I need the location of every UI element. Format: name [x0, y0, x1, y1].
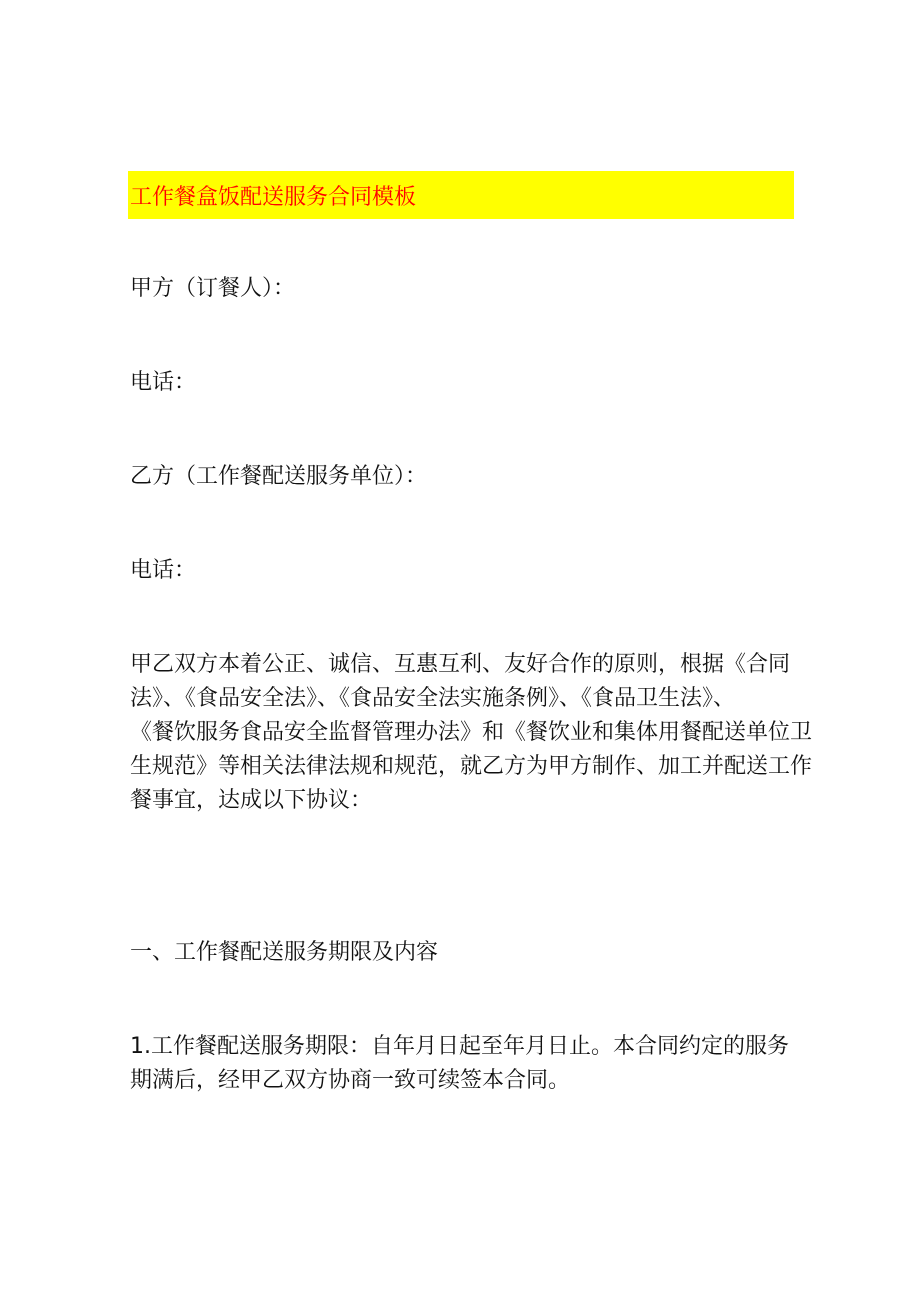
clause-1-line: 期满后，经甲乙双方协商一致可续签本合同。 — [130, 1068, 571, 1093]
party-a-phone-label: 电话： — [130, 370, 197, 395]
document-title-highlight — [128, 171, 794, 219]
preamble-line: 餐事宜，达成以下协议： — [130, 788, 373, 813]
document-title: 工作餐盒饭配送服务合同模板 — [130, 184, 417, 210]
preamble-line: 《餐饮服务食品安全监督管理办法》和《餐饮业和集体用餐配送单位卫 — [130, 720, 813, 745]
clause-1-line: 1.工作餐配送服务期限：自年月日起至年月日止。本合同约定的服务 — [130, 1034, 789, 1059]
party-a-label: 甲方（订餐人）： — [130, 276, 296, 301]
preamble-line: 法》、《食品安全法》、《食品安全法实施条例》、《食品卫生法》、 — [130, 686, 736, 711]
party-b-label: 乙方（工作餐配送服务单位）： — [130, 464, 428, 489]
preamble-line: 生规范》等相关法律法规和规范，就乙方为甲方制作、加工并配送工作 — [130, 754, 813, 779]
preamble-line: 甲乙双方本着公正、诚信、互惠互利、友好合作的原则，根据《合同 — [130, 652, 791, 677]
clause-1-paragraph — [130, 1030, 800, 1098]
preamble-paragraph — [130, 648, 813, 818]
party-b-phone-label: 电话： — [130, 558, 197, 583]
section-1-heading: 一、工作餐配送服务期限及内容 — [130, 940, 439, 965]
